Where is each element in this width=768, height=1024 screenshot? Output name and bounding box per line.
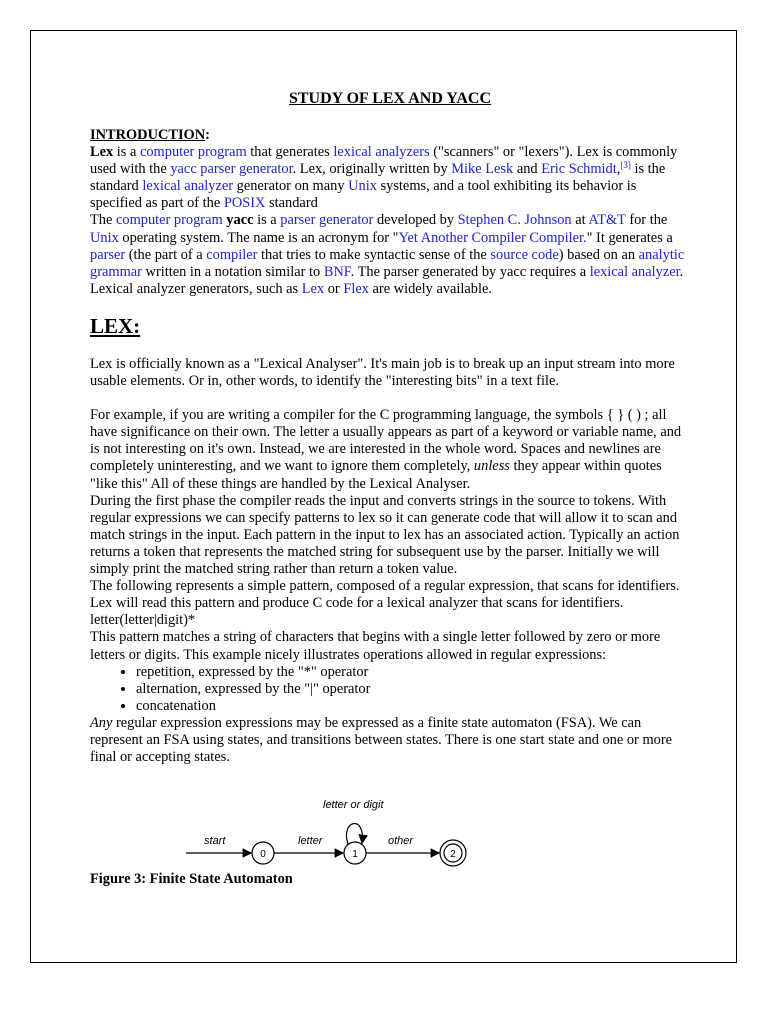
text: operating system. The name is an acronym for " [118, 229, 399, 246]
lex-paragraph-fsa [90, 715, 690, 766]
intro-paragraph-yacc [90, 212, 690, 297]
link-unix[interactable]: Unix [348, 178, 377, 195]
lex-paragraph-example [90, 407, 690, 492]
intro-heading-line [90, 127, 690, 144]
link-flex[interactable]: Flex [343, 280, 369, 297]
fsa-diagram [182, 790, 482, 870]
yacc-bold: yacc [226, 212, 254, 229]
state-0-label: 0 [260, 849, 266, 860]
link-parser[interactable]: parser [90, 246, 126, 263]
unless-italic: unless [473, 458, 510, 475]
link-unix[interactable]: Unix [90, 229, 119, 246]
link-lex[interactable]: Lex [301, 280, 325, 297]
list-item: • alternation, expressed by the "|" operator [136, 681, 690, 698]
link-yacc-parser-generator[interactable]: yacc parser generator [170, 161, 293, 178]
text: for the [625, 212, 668, 229]
text: is the standard [90, 161, 666, 195]
letter-label: letter [298, 835, 323, 847]
text: , [616, 161, 621, 178]
text: For example, if you are writing a compiler for the C programming language, the symbols { } ( ) ; all have significance on their own. The letter a usually appears as part of a keyword or variable name, and is not interesting on it's own. Instead, we are interested in the whole word. Spaces and newlines are completely uninteresting, and we want to ignore them completely, [90, 407, 682, 475]
loop-arrow [346, 824, 362, 844]
lex-paragraph-intro: Lex is officially known as a "Lexical Analyser". It's main job is to break up an input stream into more usable elements. Or in, other words, to identify the "interesting bits" in a text file. [90, 356, 675, 390]
link-analytic-grammar[interactable]: analytic grammar [90, 246, 685, 280]
link-posix[interactable]: POSIX [223, 195, 266, 212]
start-label: start [204, 835, 226, 847]
state-1-label: 1 [352, 849, 358, 860]
text: . The parser generated by yacc requires a [350, 263, 590, 280]
state-2-label: 2 [450, 849, 456, 860]
text: that tries to make syntactic sense of the [257, 246, 491, 263]
lex-paragraph-pattern-desc: This pattern matches a string of characters that begins with a single letter followed by zero or more letters or digits. This example nicely illustrates operations allowed in regular expressions: [90, 629, 661, 663]
text: developed by [373, 212, 458, 229]
list-item: • concatenation [136, 698, 690, 715]
loop-label: letter or digit [323, 799, 384, 811]
text: are widely available. [368, 280, 492, 297]
text: ("scanners" or "lexers"). Lex is commonly used with the [90, 144, 678, 178]
text: . Lexical analyzer generators, such as [90, 263, 684, 297]
regex-pattern: letter(letter|digit)* [90, 612, 196, 629]
lex-section [90, 356, 690, 766]
figure-caption: Figure 3: Finite State Automaton [90, 871, 293, 887]
link-lexical-analyzers[interactable]: lexical analyzers [333, 144, 430, 161]
text: they appear within quotes "like this" All of these things are handled by the Lexical Analyser. [90, 458, 662, 492]
lex-paragraph-pattern-intro: The following represents a simple pattern, composed of a regular expression, that scans for identifiers. Lex will read this pattern and produce C code for a lexical analyzer that scans for identifiers. [90, 578, 680, 612]
text: or [324, 280, 344, 297]
text: standard [265, 195, 318, 212]
link-att[interactable]: AT&T [588, 212, 626, 229]
document-title: STUDY OF LEX AND YACC [288, 90, 492, 107]
text: (the part of a [125, 246, 207, 263]
text: ) based on an [558, 246, 639, 263]
link-parser-generator[interactable]: parser generator [280, 212, 374, 229]
link-mike-lesk[interactable]: Mike Lesk [451, 161, 514, 178]
intro-heading: INTRODUCTION [90, 127, 206, 143]
lex-heading: LEX: [90, 314, 141, 338]
lex-bold: Lex [90, 144, 114, 161]
intro-paragraph-lex [90, 144, 690, 212]
text: generator on many [233, 178, 349, 195]
intro-heading-colon: : [205, 127, 210, 143]
text: " It generates a [586, 229, 673, 246]
text: that generates [246, 144, 334, 161]
any-italic: Any [90, 714, 113, 731]
text: is a [253, 212, 281, 229]
text: at [571, 212, 589, 229]
list-item: • repetition, expressed by the "*" operator [136, 664, 690, 681]
link-bnf[interactable]: BNF [323, 263, 351, 280]
link-source-code[interactable]: source code [490, 246, 559, 263]
operations-list [90, 664, 690, 715]
text: The [90, 212, 116, 229]
other-label: other [388, 835, 414, 847]
link-compiler[interactable]: compiler [206, 246, 258, 263]
link-stephen-johnson[interactable]: Stephen C. Johnson [457, 212, 572, 229]
reference-link[interactable]: [3] [620, 160, 631, 171]
text: systems, and a tool exhibiting its behavior is specified as part of the [90, 178, 637, 212]
lex-paragraph-phase: During the first phase the compiler reads the input and converts strings in the source to tokens. With regular expressions we can specify patterns to lex so it can generate code that will allow it to scan and match strings in the input. Each pattern in the input to lex has an associated action. Typically an action returns a token that represents the matched string for subsequent use by the parser. Initially we will simply print the matched string rather than return a token value. [90, 492, 680, 578]
link-lexical-analyzer[interactable]: lexical analyzer [589, 263, 680, 280]
link-yacc-acronym[interactable]: Yet Another Compiler Compiler. [398, 229, 587, 246]
intro-section [90, 127, 690, 298]
text: and [513, 161, 542, 178]
link-lexical-analyzer[interactable]: lexical analyzer [142, 178, 234, 195]
text: . Lex, originally written by [292, 161, 452, 178]
link-eric-schmidt[interactable]: Eric Schmidt [541, 161, 617, 178]
text: written in a notation similar to [141, 263, 324, 280]
text: is a [113, 144, 140, 161]
text: regular expression expressions may be expressed as a finite state automaton (FSA). We can represent an FSA using states, and transitions between states. There is one start state and one or more final or accepting states. [90, 714, 673, 766]
link-computer-program[interactable]: computer program [139, 144, 247, 161]
link-computer-program[interactable]: computer program [115, 212, 223, 229]
